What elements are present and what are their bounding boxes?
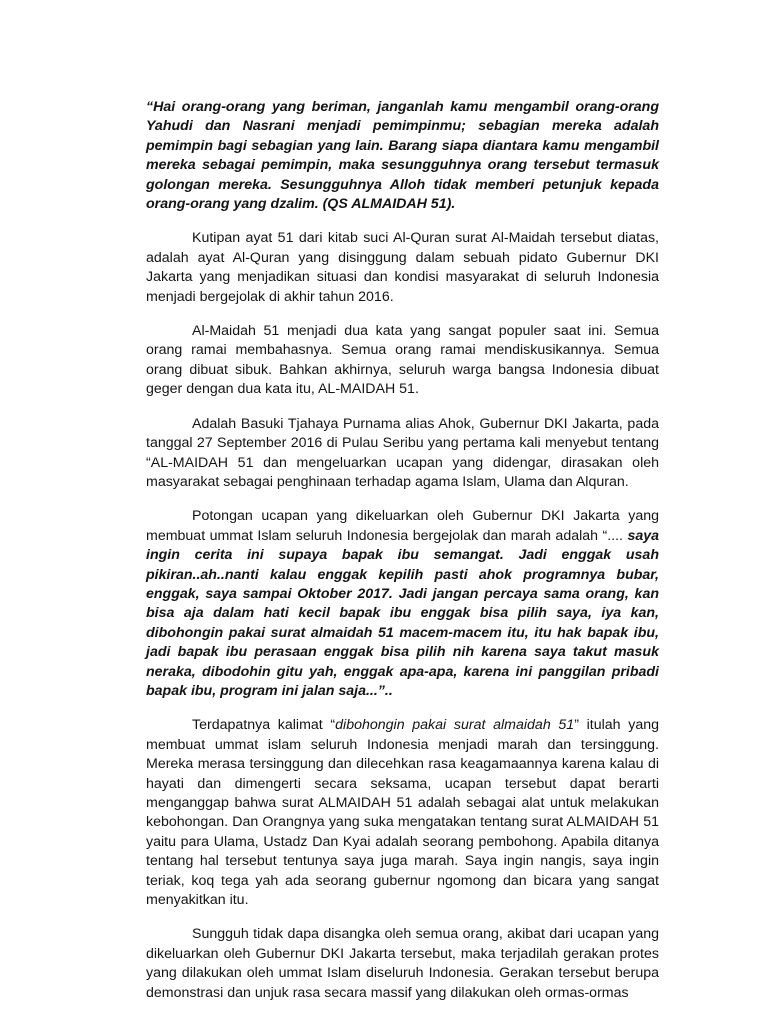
quran-verse-quote: “Hai orang-orang yang beriman, janganlah kamu mengambil orang-orang Yahudi dan Nasrani menjadi pemimpinmu; sebagian mereka adalah pemimpin bagi sebagian yang lain. Barang siapa diantara kamu mengambil mereka sebagai pemimpin, maka sesungguhnya orang tersebut termasuk golongan mereka. Sesungguhnya Alloh tidak memberi petunjuk kepada orang-orang yang dzalim. (QS ALMAIDAH 51).	[146, 99, 659, 213]
paragraph-6: Sungguh tidak dapa disangka oleh semua orang, akibat dari ucapan yang dikeluarkan oleh Gubernur DKI Jakarta tersebut, maka terjadilah gerakan protes yang dilakukan oleh ummat Islam diseluruh Indonesia. Gerakan tersebut berupa demonstrasi dan unjuk rasa secara massif yang dilakukan oleh ormas-ormas	[146, 926, 659, 1001]
paragraph-1: Kutipan ayat 51 dari kitab suci Al-Quran surat Al-Maidah tersebut diatas, adalah ayat Al-Quran yang disinggung dalam sebuah pidato Gubernur DKI Jakarta yang menjadikan situasi dan kondisi masyarakat di seluruh Indonesia menjadi bergejolak di akhir tahun 2016.	[146, 230, 659, 305]
paragraph-4-intro: Potongan ucapan yang dikeluarkan oleh Gubernur DKI Jakarta yang membuat ummat Islam seluruh Indonesia bergejolak dan marah adalah “....	[146, 508, 659, 544]
paragraph-5-phrase: dibohongin pakai surat almaidah 51	[335, 717, 575, 734]
paragraph-4	[146, 507, 659, 701]
paragraph-2: Al-Maidah 51 menjadi dua kata yang sangat populer saat ini. Semua orang ramai membahasnya. Semua orang ramai mendiskusikannya. Semua orang dibuat sibuk. Bahkan akhirnya, seluruh warga bangsa Indonesia dibuat geger dengan dua kata itu, AL-MAIDAH 51.	[146, 323, 659, 398]
document-body	[146, 98, 659, 1018]
paragraph-5-start: Terdapatnya kalimat “	[192, 717, 336, 734]
paragraph-5	[146, 716, 659, 910]
paragraph-5-rest: ” itulah yang membuat ummat islam seluruh Indonesia menjadi marah dan tersinggung. Mereka merasa tersinggung dan dilecehkan rasa keagamaannya karena kalau di hayati dan dimengerti secara seksama, ucapan tersebut dapat berarti menganggap bahwa surat ALMAIDAH 51 adalah sebagai alat untuk melakukan kebohongan. Dan Orangnya yang suka mengatakan tentang surat ALMAIDAH 51 yaitu para Ulama, Ustadz Dan Kyai adalah seorang pembohong. Apabila ditanya tentang hal tersebut tentunya saya juga marah. Saya ingin nangis, saya ingin teriak, koq tega yah ada seorang gubernur ngomong dan bicara yang sangat menyakitkan itu.	[146, 717, 659, 909]
paragraph-3: Adalah Basuki Tjahaya Purnama alias Ahok, Gubernur DKI Jakarta, pada tanggal 27 September 2016 di Pulau Seribu yang pertama kali menyebut tentang “AL-MAIDAH 51 dan mengeluarkan ucapan yang didengar, dirasakan oleh masyarakat sebagai penghinaan terhadap agama Islam, Ulama dan Alquran.	[146, 415, 659, 490]
paragraph-4-speech-quote: saya ingin cerita ini supaya bapak ibu semangat. Jadi enggak usah pikiran..ah..nanti kalau enggak kepilih pasti ahok programnya bubar, enggak, saya sampai Oktober 2017. Jadi jangan percaya sama orang, kan bisa aja dalam hati kecil bapak ibu enggak bisa pilih saya, iya kan, dibohongin pakai surat almaidah 51 macem-macem itu, itu hak bapak ibu, jadi bapak ibu perasaan enggak bisa pilih nih karena saya takut masuk neraka, dibodohin gitu yah, enggak apa-apa, karena ini panggilan pribadi bapak ibu, program ini jalan saja...”..	[146, 527, 659, 699]
